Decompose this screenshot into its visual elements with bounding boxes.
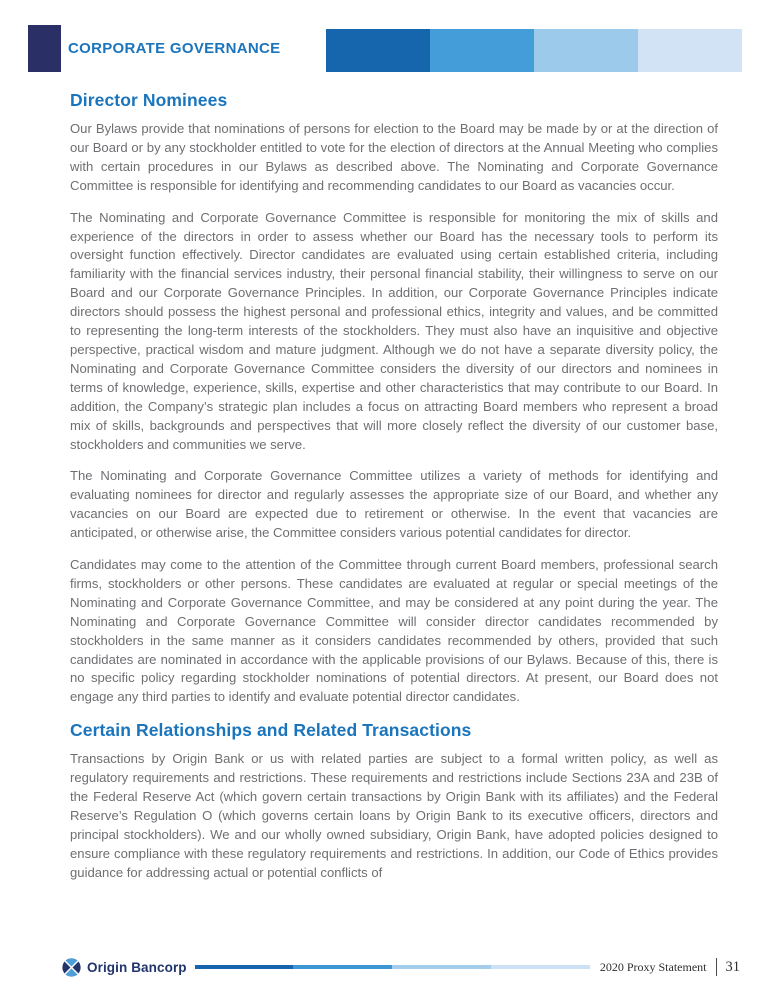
footer-page-number: 31 <box>725 958 740 975</box>
origin-bancorp-logo-icon <box>62 958 81 977</box>
footer-brand-name: Origin Bancorp <box>87 959 187 975</box>
section-heading-director-nominees: Director Nominees <box>70 90 228 110</box>
footer-document-title: 2020 Proxy Statement <box>599 959 707 974</box>
footer-line-segment-3 <box>392 965 491 970</box>
section-heading-certain-relationships: Certain Relationships and Related Transactions <box>70 720 472 741</box>
footer-line-segment-4 <box>491 965 590 970</box>
header-bar-segment-2 <box>430 29 534 72</box>
page-title: CORPORATE GOVERNANCE <box>68 40 281 57</box>
paragraph: Our Bylaws provide that nominations of persons for election to the Board may be made by or at the direction of our Board or by any stockholder entitled to vote for the election of directors at the Annual Meeting who complies with certain procedures in our Bylaws as described above. The Nominating and Corporate Governance Committee is responsible for identifying and recommending candidates to our Board as vacancies occur. <box>70 121 718 193</box>
footer-line-segment-2 <box>293 965 392 970</box>
header-gradient-bar <box>326 29 742 72</box>
paragraph: Transactions by Origin Bank or us with related parties are subject to a formal written policy, as well as regulatory requirements and restrictions. These requirements and restrictions include Sections 23A and 23B of the Federal Reserve Act (which govern certain transactions by Origin Bank with its affiliates) and the Federal Reserve’s Regulation O (which governs certain loans by Origin Bank to its executive officers, directors and principal stockholders). We and our wholly owned subsidiary, Origin Bank, have adopted policies designed to ensure compliance with these regulatory requirements and restrictions. In addition, our Code of Ethics provides guidance for addressing actual or potential conflicts of <box>70 751 718 880</box>
header-bar-segment-1 <box>326 29 430 72</box>
paragraph: The Nominating and Corporate Governance Committee is responsible for monitoring the mix of skills and experience of the directors in order to assess whether our Board has the necessary tools to perform its oversight function effectively. Director candidates are evaluated using certain established criteria, including familiarity with the financial services industry, their personal financial stability, their willingness to serve on our Board and our Corporate Governance Principles. In addition, our Corporate Governance Principles indicate directors should possess the highest personal and professional ethics, integrity and values, and be committed to representing the long-term interests of the stockholders. They must also have an inquisitive and objective perspective, practical wisdom and mature judgment. Although we do not have a separate diversity policy, the Nominating and Corporate Governance Committee considers the diversity of our directors and nominees in terms of knowledge, experience, skills, expertise and other characteristics that may contribute to our Board. In addition, the Company’s strategic plan includes a focus on attracting Board members who represent a broad mix of skills, backgrounds and perspectives that will more closely reflect the diversity of our customer base, stockholders and communities we serve. <box>70 209 718 452</box>
footer-divider <box>716 958 717 976</box>
page-footer <box>62 955 740 979</box>
footer-gradient-line <box>195 965 590 970</box>
header-bar-segment-3 <box>534 29 638 72</box>
header-bar-segment-4 <box>638 29 742 72</box>
main-content <box>70 90 718 896</box>
paragraph: Candidates may come to the attention of the Committee through current Board members, professional search firms, stockholders or other persons. These candidates are evaluated at regular or special meetings of the Nominating and Corporate Governance Committee, and may be considered at any point during the year. The Nominating and Corporate Governance Committee will consider director candidates recommended by stockholders in the same manner as it considers candidates recommended by others, provided that such candidates are nominated in accordance with the applicable provisions of our Bylaws. Because of this, there is no specific policy regarding stockholder nominations of potential directors. At present, our Board does not engage any third parties to identify and evaluate potential director candidates. <box>70 557 718 705</box>
footer-line-segment-1 <box>195 965 294 970</box>
paragraph: The Nominating and Corporate Governance Committee utilizes a variety of methods for identifying and evaluating nominees for director and regularly assesses the appropriate size of our Board, and whether any vacancies on our Board are expected due to retirement or otherwise. In the event that vacancies are anticipated, or otherwise arise, the Committee considers various potential candidates for director. <box>70 468 718 541</box>
header-accent-block <box>28 25 61 72</box>
